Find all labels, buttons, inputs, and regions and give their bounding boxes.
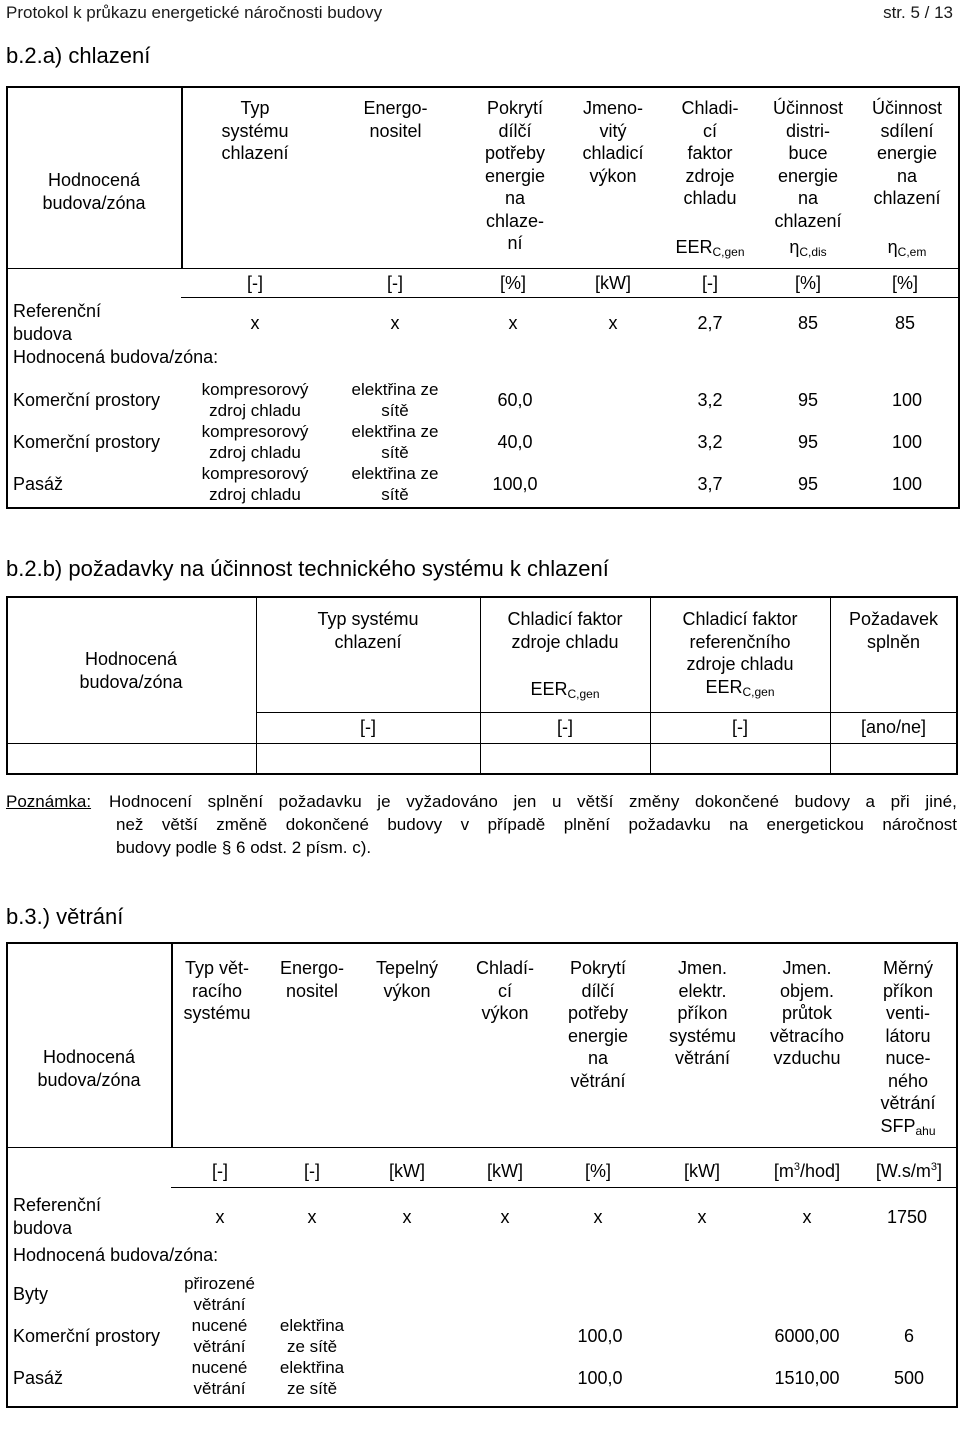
unit-cell: [%] xyxy=(891,273,918,293)
unit-cell: [ano/ne] xyxy=(860,717,927,737)
unit-cell: [-] xyxy=(732,717,748,737)
ref-value: x xyxy=(508,313,518,333)
section-title-cooling: b.2.a) chlazení xyxy=(6,43,151,68)
factor-value: 3,2 xyxy=(697,390,723,410)
sharing-value: 100 xyxy=(891,474,923,494)
system-type: kompresorový zdroj chladu xyxy=(201,464,309,504)
col-header-cooling-output: Chladí- cí výkon xyxy=(475,958,535,1023)
ref-value: x xyxy=(802,1207,812,1227)
note-line: než větší změně dokončené budovy v případě plnění požadavku na energetickou náročnost xyxy=(116,815,957,834)
ref-value: x xyxy=(250,313,260,333)
col-header-carrier: Energo- nositel xyxy=(279,958,345,1001)
power-value: 40,0 xyxy=(497,432,533,452)
evaluated-building-label: Hodnocená budova/zóna: xyxy=(13,1245,219,1265)
divider xyxy=(171,1187,956,1188)
unit-cell: [%] xyxy=(794,273,821,293)
system-type: kompresorový zdroj chladu xyxy=(201,380,309,420)
note-line: Hodnocení splnění požadavku je vyžadováno jen u větší změny dokončené budovy a při jiné, xyxy=(109,792,957,811)
note-label: Poznámka: xyxy=(6,792,92,811)
distribution-value: 95 xyxy=(797,474,819,494)
unit-cell: [%] xyxy=(584,1161,611,1181)
divider xyxy=(256,712,956,713)
ref-value: 1750 xyxy=(886,1207,928,1227)
reference-building-label: Referenční budova xyxy=(13,1195,102,1238)
unit-cell: [-] xyxy=(360,717,376,737)
cooling-output-value: 100,0 xyxy=(577,1368,623,1388)
col-header-type: Typ systému chlazení xyxy=(221,98,289,163)
energy-carrier: elektřina ze sítě xyxy=(279,1358,345,1398)
energy-carrier: elektřina ze sítě xyxy=(351,422,439,462)
col-header-power: Jmeno- vitý chladicí výkon xyxy=(582,98,644,186)
col-header-distribution-symbol: $\eta_{C,dis}$ xyxy=(789,237,827,259)
distribution-value: 95 xyxy=(797,390,819,410)
ref-value: x xyxy=(608,313,618,333)
divider xyxy=(181,297,959,298)
col-header-factor-symbol: $EER_{C,gen}$ xyxy=(530,679,600,701)
power-value: 60,0 xyxy=(497,390,533,410)
ref-value: 2,7 xyxy=(697,313,723,333)
unit-cell: [-] xyxy=(387,273,403,293)
energy-carrier: elektřina ze sítě xyxy=(351,464,439,504)
unit-cell: [kW] xyxy=(487,1161,523,1181)
zone-name: Byty xyxy=(13,1284,49,1304)
col-header-coverage: Pokrytí dílčí potřeby energie na chlaze- ní xyxy=(484,98,546,253)
unit-cell: [-] xyxy=(247,273,263,293)
col-header-electric-input: Jmen. elektr. příkon systému větrání xyxy=(668,958,737,1068)
evaluated-building-label: Hodnocená budova/zóna: xyxy=(13,347,219,367)
ref-value: x xyxy=(402,1207,412,1227)
unit-cell: [-] xyxy=(702,273,718,293)
zone-name: Pasáž xyxy=(13,474,64,494)
unit-cell: $[W.s/m^3]$ xyxy=(875,1161,943,1181)
power-value: 100,0 xyxy=(492,474,538,494)
unit-cell: [kW] xyxy=(684,1161,720,1181)
ref-value: x xyxy=(697,1207,707,1227)
ref-value: x xyxy=(500,1207,510,1227)
zone-name: Komerční prostory xyxy=(13,432,161,452)
col-header-zone: Hodnocená budova/zóna xyxy=(42,170,146,213)
col-header-zone: Hodnocená budova/zóna xyxy=(79,649,183,692)
distribution-value: 95 xyxy=(797,432,819,452)
air-flow-value: 1510,00 xyxy=(774,1368,840,1388)
section-title-cooling-requirements: b.2.b) požadavky na účinnost technického systému k chlazení xyxy=(6,556,609,581)
col-header-sharing-symbol: $\eta_{C,em}$ xyxy=(887,237,927,259)
col-header-requirement: Požadavek splněn xyxy=(848,609,939,652)
unit-cell: [-] xyxy=(304,1161,320,1181)
ref-value: x xyxy=(215,1207,225,1227)
ref-value: x xyxy=(390,313,400,333)
unit-cell: [-] xyxy=(212,1161,228,1181)
col-header-reference-factor: Chladicí faktor referenčního zdroje chladu xyxy=(682,609,798,674)
cooling-output-value: 100,0 xyxy=(577,1326,623,1346)
divider xyxy=(181,87,183,269)
col-header-carrier: Energo- nositel xyxy=(363,98,428,141)
ref-value: x xyxy=(307,1207,317,1227)
system-type: nucené větrání xyxy=(191,1316,248,1356)
system-type: nucené větrání xyxy=(191,1358,248,1398)
section-title-ventilation: b.3.) větrání xyxy=(6,904,124,929)
page-number: str. 5 / 13 xyxy=(883,3,953,22)
ref-value: 85 xyxy=(797,313,819,333)
sfp-value: 6 xyxy=(903,1326,914,1346)
air-flow-value: 6000,00 xyxy=(774,1326,840,1346)
zone-name: Komerční prostory xyxy=(13,390,161,410)
col-header-factor: Chladi- cí faktor zdroje chladu xyxy=(681,98,739,208)
energy-carrier: elektřina ze sítě xyxy=(351,380,439,420)
factor-value: 3,2 xyxy=(697,432,723,452)
ref-value: 85 xyxy=(894,313,916,333)
col-header-factor: Chladicí faktor zdroje chladu xyxy=(507,609,623,652)
sfp-value: 500 xyxy=(893,1368,925,1388)
col-header-heat-output: Tepelný výkon xyxy=(375,958,439,1001)
unit-cell: [%] xyxy=(499,273,526,293)
document-title: Protokol k průkazu energetické náročnosti budovy xyxy=(6,3,383,22)
system-type: kompresorový zdroj chladu xyxy=(201,422,309,462)
sharing-value: 100 xyxy=(891,390,923,410)
col-header-factor-symbol: $EER_{C,gen}$ xyxy=(675,237,745,259)
col-header-type: Typ systému chlazení xyxy=(317,609,419,652)
reference-building-label: Referenční budova xyxy=(13,301,102,344)
unit-cell: [kW] xyxy=(595,273,631,293)
col-header-zone: Hodnocená budova/zóna xyxy=(37,1047,141,1090)
divider xyxy=(7,268,959,269)
divider xyxy=(7,1147,956,1148)
col-header-reference-factor-symbol: $EER_{C,gen}$ xyxy=(705,677,775,699)
col-header-sharing: Účinnost sdílení energie na chlazení xyxy=(871,98,943,208)
zone-name: Komerční prostory xyxy=(13,1326,161,1346)
ref-value: x xyxy=(593,1207,603,1227)
unit-cell: [-] xyxy=(557,717,573,737)
col-header-coverage: Pokrytí dílčí potřeby energie na větrání xyxy=(567,958,629,1091)
sharing-value: 100 xyxy=(891,432,923,452)
divider xyxy=(7,743,956,744)
system-type: přirozené větrání xyxy=(184,1274,255,1314)
factor-value: 3,7 xyxy=(697,474,723,494)
unit-cell: $[m^3/hod]$ xyxy=(773,1161,841,1181)
energy-carrier: elektřina ze sítě xyxy=(279,1316,345,1356)
col-header-type: Typ vět- racího systému xyxy=(183,958,251,1023)
unit-cell: [kW] xyxy=(389,1161,425,1181)
note-line: budovy podle § 6 odst. 2 písm. c). xyxy=(116,838,372,857)
col-header-air-flow: Jmen. objem. průtok větracího vzduchu xyxy=(769,958,845,1068)
zone-name: Pasáž xyxy=(13,1368,64,1388)
col-header-distribution: Účinnost distri- buce energie na chlazení xyxy=(772,98,844,231)
col-header-sfp: Měrný příkon venti- látoru nuce- ného větrání $SFP_{ahu}$ xyxy=(880,958,936,1138)
